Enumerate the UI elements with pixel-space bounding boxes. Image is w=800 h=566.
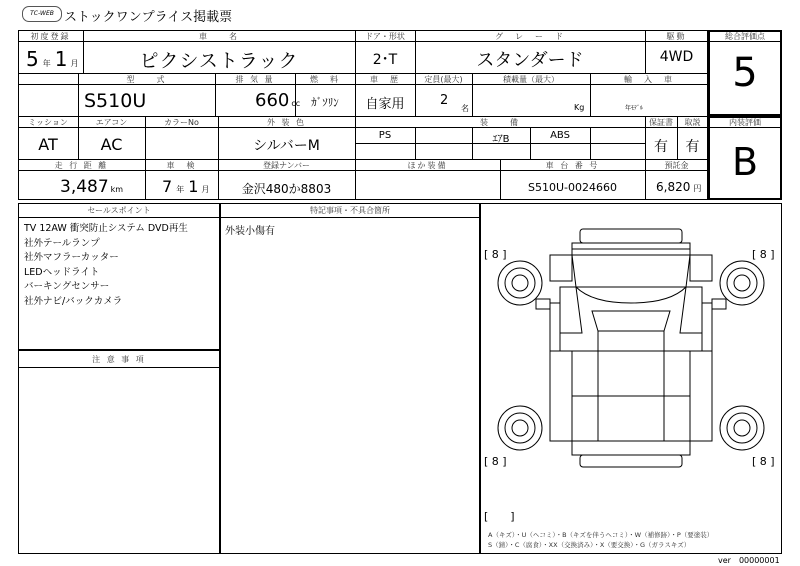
notes-label: 注 意 事 項 — [92, 355, 146, 364]
capacity-value: 2 — [440, 93, 449, 108]
mission-label: ミッション — [28, 118, 68, 127]
ext-color-value: シルバーM — [253, 138, 320, 154]
car-name-label: 車 名 — [199, 32, 239, 41]
spare-tire: [ ] — [484, 510, 515, 523]
tire-rr: [ 8 ] — [752, 455, 775, 468]
displacement-value: 660 cc — [255, 90, 301, 111]
displacement-label: 排 気 量 — [235, 75, 275, 84]
door-label: ドア・形状 — [365, 32, 405, 41]
grade-label: グ レ ー ド — [495, 32, 565, 41]
page-title: ストックワンプライス掲載票 — [64, 10, 233, 25]
aircon-label: エアコン — [95, 118, 128, 127]
notes-box — [18, 350, 220, 554]
first-reg-label: 初度登録 — [30, 32, 71, 41]
chassis-value: S510U-0024660 — [528, 181, 617, 194]
overall-score: 5 — [732, 50, 758, 96]
remarks-box — [220, 203, 480, 554]
logo: TC-WEB — [22, 6, 62, 22]
manual-value: 有 — [685, 139, 700, 155]
warranty-value: 有 — [654, 139, 668, 155]
remarks-text: 外装小傷有 — [225, 226, 275, 237]
drive-label: 駆動 — [666, 32, 687, 41]
sales-point: LEDヘッドライト — [24, 266, 100, 278]
remarks-label: 特記事項・不具合箇所 — [310, 206, 390, 215]
overall-label: 総合評価点 — [725, 32, 765, 41]
fuel-value: ｶﾞｿﾘﾝ — [311, 96, 339, 109]
sales-points-list — [24, 222, 188, 309]
price-label: 預託金 — [664, 161, 689, 170]
equipment-label: 装 備 — [480, 118, 520, 127]
aircon-value: AC — [100, 135, 123, 154]
model-value: S510U — [84, 90, 147, 112]
sales-point: 社外マフラーカッター — [24, 252, 119, 263]
price-value: 6,820 円 — [656, 180, 702, 194]
vehicle-diagram — [480, 203, 782, 523]
import-label: 輸 入 車 — [624, 75, 674, 84]
tire-fl: [ 8 ] — [484, 248, 507, 261]
sales-point: 社外テールランプ — [24, 237, 100, 249]
ext-color-label: 外 装 色 — [266, 118, 307, 127]
equip-1: PS — [378, 130, 392, 141]
capacity-label: 定員(最大) — [424, 75, 463, 84]
other-equip-label: ほか装備 — [407, 161, 448, 170]
mileage-value: 3,487 km — [60, 177, 124, 197]
inspection-label: 車 検 — [166, 161, 197, 170]
drive-value: 4WD — [659, 49, 694, 65]
grade-value: スタンダード — [476, 50, 584, 71]
sales-points-label: セールスポイント — [87, 206, 151, 215]
plate-value: 金沢480か8803 — [241, 182, 332, 196]
equip-3: ABS — [550, 130, 570, 141]
mission-value: AT — [38, 135, 58, 154]
tire-fr: [ 8 ] — [752, 248, 775, 261]
car-name-value: ピクシストラック — [139, 50, 299, 72]
door-value: 2･T — [372, 52, 398, 68]
plate-label: 登録ナンバー — [262, 161, 311, 170]
color-no-label: カラーNo — [164, 118, 199, 127]
sales-point: バーキングセンサー — [24, 281, 110, 292]
chassis-label: 車 台 番 号 — [545, 161, 600, 170]
sales-point: 社外ナビ/バックカメラ — [24, 295, 123, 307]
tire-rl: [ 8 ] — [484, 455, 507, 468]
reg-date: 5 年 1 月 — [26, 47, 79, 71]
capacity-unit: 名 — [461, 104, 469, 113]
load-unit: Kg — [574, 103, 585, 112]
history-label: 車 歴 — [370, 75, 400, 84]
import-unit: 年ﾓﾃﾞﾙ — [625, 105, 644, 112]
mileage-label: 走 行 距 離 — [54, 161, 109, 170]
interior-label: 内装評価 — [729, 118, 761, 127]
model-label: 型 式 — [126, 75, 167, 84]
equip-2: ｴｱB — [492, 134, 510, 145]
load-label: 積載量（最大） — [503, 75, 559, 84]
fuel-label: 燃 料 — [310, 75, 340, 84]
legend-line-2: S（錆）・C（腐食）・XX（交換済み）・X（要交換）・G（ガラスキズ） — [488, 541, 691, 549]
interior-score: B — [731, 140, 759, 184]
warranty-label: 保証書 — [649, 118, 673, 127]
history-value: 自家用 — [365, 97, 405, 112]
insp-date: 7 年 1 月 — [162, 177, 210, 196]
sales-point: TV 12AW 衝突防止システム DVD再生 — [24, 223, 188, 234]
version: ver 00000001 — [718, 556, 780, 565]
legend-line-1: A（キズ）・U（ヘコミ）・B（キズを伴うヘコミ）・W（補修跡）・P（要塗装） — [488, 531, 714, 539]
manual-label: 取説 — [684, 118, 701, 127]
